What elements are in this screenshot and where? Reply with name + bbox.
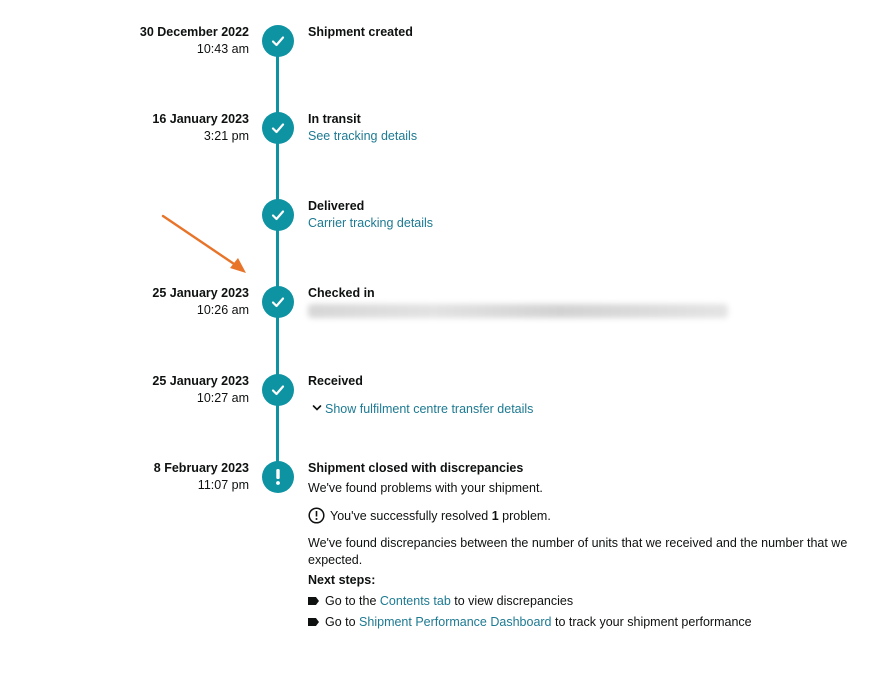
timeline-connector bbox=[276, 56, 279, 113]
event-time: 10:43 am bbox=[196, 42, 249, 56]
resolved-notice bbox=[308, 507, 551, 524]
fulfilment-transfer-toggle-label: Show fulfilment centre transfer details bbox=[325, 402, 534, 416]
event-title: Checked in bbox=[308, 286, 375, 300]
resolved-text-suffix: problem. bbox=[498, 509, 551, 523]
event-title: In transit bbox=[308, 112, 361, 126]
redacted-address bbox=[308, 304, 728, 318]
check-icon bbox=[262, 199, 294, 231]
next-step-item bbox=[308, 615, 752, 629]
tag-icon bbox=[308, 597, 319, 605]
step-text-prefix: Go to bbox=[325, 615, 360, 629]
discrepancy-text: We've found discrepancies between the number of units that we received and the number that we expected. bbox=[308, 536, 848, 567]
event-date: 8 February 2023 bbox=[153, 461, 249, 475]
event-time: 10:26 am bbox=[196, 303, 249, 317]
event-date: 25 January 2023 bbox=[152, 374, 249, 388]
event-time: 10:27 am bbox=[196, 391, 249, 405]
event-time: 11:07 pm bbox=[197, 478, 249, 492]
chevron-down-icon bbox=[312, 404, 322, 412]
event-time: 3:21 pm bbox=[203, 129, 249, 143]
check-icon bbox=[262, 25, 294, 57]
event-title: Shipment closed with discrepancies bbox=[308, 461, 524, 475]
timeline-connector bbox=[276, 143, 279, 200]
next-steps-label: Next steps: bbox=[308, 573, 376, 587]
contents-tab-link[interactable]: Contents tab bbox=[379, 594, 451, 608]
fulfilment-transfer-toggle[interactable] bbox=[312, 402, 533, 416]
timeline-connector bbox=[276, 230, 279, 287]
event-date: 16 January 2023 bbox=[152, 112, 249, 126]
problems-found-text: We've found problems with your shipment. bbox=[308, 481, 543, 495]
timeline-connector bbox=[276, 317, 279, 375]
exclamation-icon bbox=[262, 461, 294, 493]
check-icon bbox=[262, 374, 294, 406]
event-title: Shipment created bbox=[308, 25, 413, 39]
resolved-count: 1 bbox=[491, 509, 499, 523]
event-date: 25 January 2023 bbox=[152, 286, 249, 300]
event-title: Delivered bbox=[308, 199, 365, 213]
check-icon bbox=[262, 286, 294, 318]
step-text-suffix: to view discrepancies bbox=[450, 594, 574, 608]
shipment-performance-dashboard-link[interactable]: Shipment Performance Dashboard bbox=[359, 615, 552, 629]
step-text-suffix: to track your shipment performance bbox=[551, 615, 752, 629]
tag-icon bbox=[308, 618, 319, 626]
event-date: 30 December 2022 bbox=[139, 25, 249, 39]
resolved-text-prefix: You've successfully resolved bbox=[330, 509, 492, 523]
next-step-item bbox=[308, 594, 573, 608]
timeline-connector bbox=[276, 405, 279, 462]
info-circle-icon bbox=[308, 507, 325, 524]
check-icon bbox=[262, 112, 294, 144]
annotation-arrow bbox=[158, 212, 254, 278]
carrier-tracking-details-link[interactable]: Carrier tracking details bbox=[308, 216, 434, 230]
step-text-prefix: Go to the bbox=[325, 594, 380, 608]
see-tracking-details-link[interactable]: See tracking details bbox=[308, 129, 418, 143]
event-title: Received bbox=[308, 374, 363, 388]
